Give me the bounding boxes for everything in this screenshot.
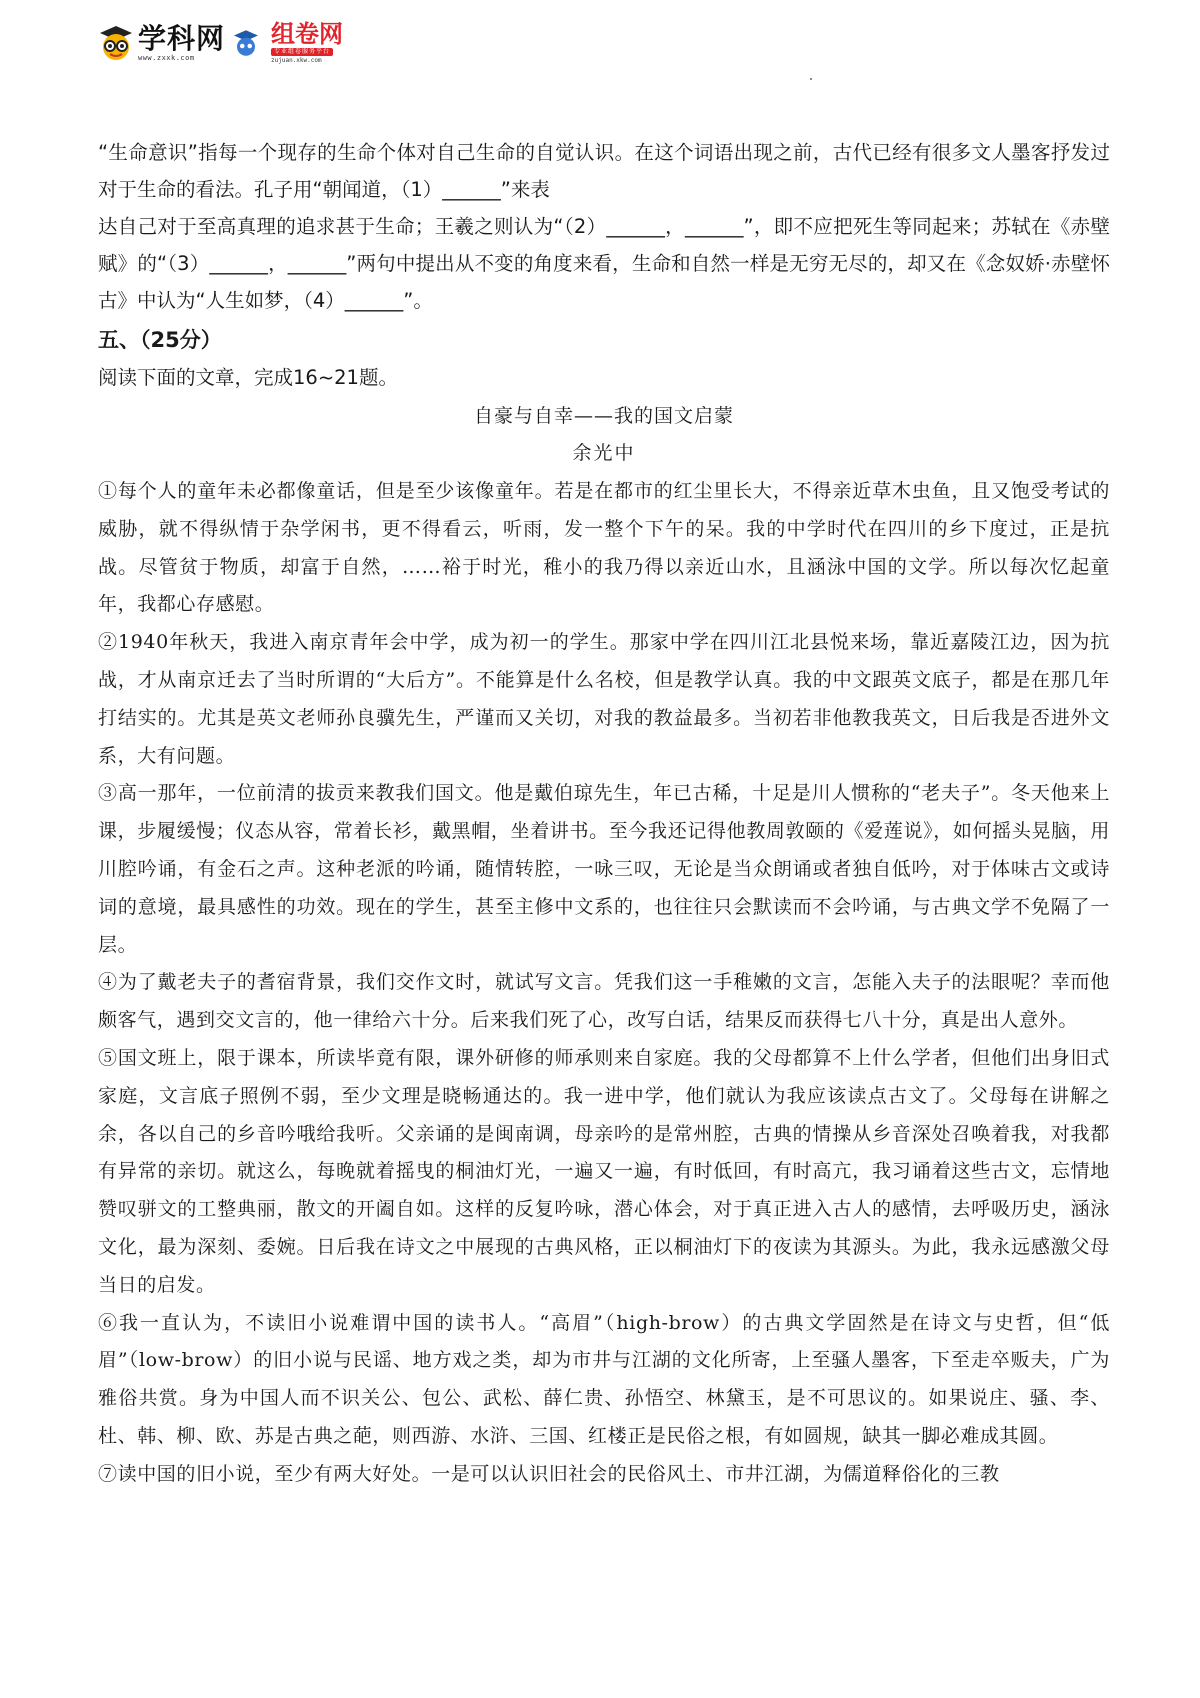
zujuan-badge: 专业组卷服务平台	[271, 48, 333, 56]
article-paragraph-6: ⑥我一直认为，不读旧小说难谓中国的读书人。“高眉”（high-brow）的古典文学固然是在诗文与史哲，但“低眉”（low-brow）的旧小说与民谣、地方戏之类，却为市井与江湖的文化所寄，上至骚人墨客，下至走卒贩夫，广为雅俗共赏。身为中国人而不识关公、包公、武松、薛仁贵、孙悟空、林黛玉，是不可思议的。如果说庄、骚、李、杜、韩、柳、欧、苏是古典之葩，则西游、水浒、三国、红楼正是民俗之根，有如圆规，缺其一脚必难成其圆。	[98, 1311, 1110, 1447]
site-logo-text: 学科网	[138, 21, 226, 55]
article-paragraph-1: ①每个人的童年未必都像童话，但是至少该像童年。若是在都市的红尘里长大，不得亲近草木虫鱼，且又饱受考试的威胁，就不得纵情于杂学闲书，更不得看云，听雨，发一整个下午的呆。我的中学时代在四川的乡下度过，正是抗战。尽管贫于物质，却富于自然，……裕于时光，稚小的我乃得以亲近山水，且涵泳中国的文学。所以每次忆起童年，我都心存感慰。	[98, 480, 1110, 616]
document-body	[98, 134, 1110, 1494]
section-heading: 五、（25分）	[98, 328, 222, 352]
article-paragraph-3: ③高一那年，一位前清的拔贡来教我们国文。他是戴伯琼先生，年已古稀，十足是川人惯称的“老夫子”。冬天他来上课，步履缓慢；仪态从容，常着长衫，戴黑帽，坐着讲书。至今我还记得他教周敦颐的《爱莲说》，如何摇头晃脑，用川腔吟诵，有金石之声。这种老派的吟诵，随情转腔，一咏三叹，无论是当众朗诵或者独自低吟，对于体味古文或诗词的意境，最具感性的功效。现在的学生，甚至主修中文系的，也往往只会默读而不会吟诵，与古典文学不免隔了一层。	[98, 782, 1110, 956]
instruction: 阅读下面的文章，完成16~21题。	[98, 366, 398, 389]
article-paragraph-7: ⑦读中国的旧小说，至少有两大好处。一是可以认识旧社会的民俗风土、市井江湖，为儒道释俗化的三教	[98, 1462, 1000, 1485]
intro-text-2: 达自己对于至高真理的追求甚于生命；王羲之则认为“（2）______，______”，即不应把死生等同起来；苏轼在《赤壁赋》的“（3）______，______”两句中提出从不变的角度来看，生命和自然一样是无穷无尽的，却又在《念奴娇·赤壁怀古》中认为“人生如梦，（4）______”。	[98, 215, 1110, 312]
site-logo-url: www.zxxk.com	[138, 53, 195, 62]
article-paragraph-2: ②1940年秋天，我进入南京青年会中学，成为初一的学生。那家中学在四川江北县悦来场，靠近嘉陵江边，因为抗战，才从南京迁去了当时所谓的“大后方”。不能算是什么名校，但是教学认真。我的中文跟英文底子，都是在那几年打结实的。尤其是英文老师孙良骥先生，严谨而又关切，对我的教益最多。当初若非他教我英文，日后我是否进外文系，大有问题。	[98, 631, 1110, 767]
article-title: 自豪与自幸——我的国文启蒙	[473, 405, 734, 427]
article-paragraph-4: ④为了戴老夫子的耆宿背景，我们交作文时，就试写文言。凭我们这一手稚嫩的文言，怎能入夫子的法眼呢？幸而他颇客气，遇到交文言的，他一律给六十分。后来我们死了心，改写白话，结果反而获得七八十分，真是出人意外。	[98, 971, 1110, 1032]
zujuan-url: zujuan.xkw.com	[271, 57, 322, 64]
zujuan-logo-text: 组卷网	[271, 20, 344, 48]
article-paragraph-5: ⑤国文班上，限于课本，所读毕竟有限，课外研修的师承则来自家庭。我的父母都算不上什么学者，但他们出身旧式家庭，文言底子照例不弱，至少文理是晓畅通达的。我一进中学，他们就认为我应该读点古文了。父母每在讲解之余，各以自己的乡音吟哦给我听。父亲诵的是闽南调，母亲吟的是常州腔，古典的情操从乡音深处召唤着我，对我都有异常的亲切。就这么，每晚就着摇曳的桐油灯光，一遍又一遍，有时低回，有时高亢，我习诵着这些古文，忘情地赞叹骈文的工整典丽，散文的开阖自如。这样的反复吟咏，潜心体会，对于真正进入古人的感情，去呼吸历史，涵泳文化，最为深刻、委婉。日后我在诗文之中展现的古典风格，正以桐油灯下的夜读为其源头。为此，我永远感激父母当日的启发。	[98, 1046, 1110, 1296]
intro-text-1: “生命意识”指每一个现存的生命个体对自己生命的自觉认识。在这个词语出现之前，古代已经有很多文人墨客抒发过对于生命的看法。孔子用“朝闻道，（1）______”来表	[98, 141, 1110, 201]
scan-speck	[810, 78, 812, 80]
mascot-logo-icon-2	[231, 28, 261, 58]
mascot-logo-icon	[96, 23, 136, 63]
site-header	[96, 18, 343, 68]
article-author: 余光中	[572, 442, 636, 464]
